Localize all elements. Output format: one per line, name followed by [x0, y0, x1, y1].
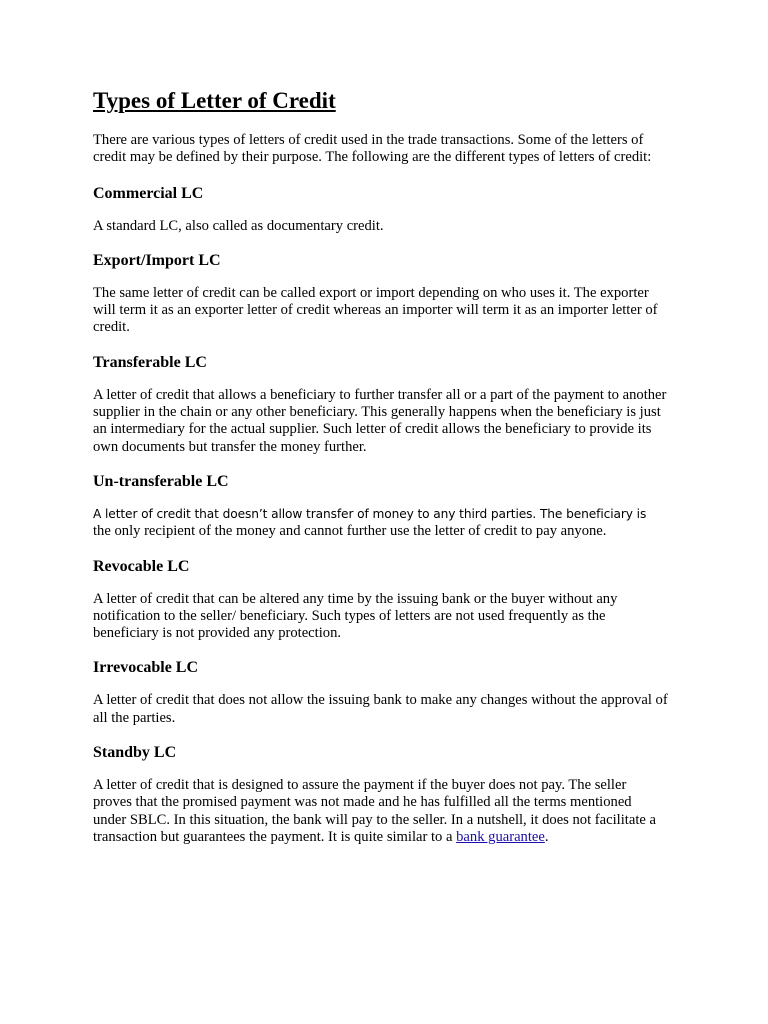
section-body-line-1: A letter of credit that doesn’t allow transfer of money to any third parties. The beneficiary is — [93, 506, 647, 521]
section-untransferable-lc — [93, 472, 668, 541]
page-title: Types of Letter of Credit — [93, 88, 336, 113]
section-heading: Standby LC — [93, 744, 177, 762]
section-heading: Export/Import LC — [93, 251, 221, 269]
section-heading: Un-transferable LC — [93, 472, 229, 490]
section-heading: Revocable LC — [93, 557, 190, 575]
section-body-line-2: the only recipient of the money and cannot further use the letter of credit to pay anyone. — [93, 523, 607, 540]
section-standby-lc — [93, 743, 668, 846]
section-body: The same letter of credit can be called export or import depending on who uses it. The exporter will term it as an exporter letter of credit whereas an importer will term it as an importer letter of credit. — [93, 284, 658, 336]
section-export-import-lc — [93, 251, 668, 337]
section-heading: Commercial LC — [93, 184, 204, 202]
section-body-text: A letter of credit that is designed to assure the payment if the buyer does not pay. The seller proves that the promised payment was not made and he has fulfilled all the terms mentioned under SBLC. In this situation, the bank will pay to the seller. In a nutshell, it does not facilitate a transaction but guarantees the payment. It is quite similar to a — [93, 777, 656, 845]
section-body: A letter of credit that can be altered any time by the issuing bank or the buyer without any notification to the seller/ beneficiary. Such types of letters are not used frequently as the beneficiary is not provided any protection. — [93, 590, 618, 642]
section-body: A letter of credit that does not allow the issuing bank to make any changes without the approval of all the parties. — [93, 692, 668, 726]
intro-paragraph: There are various types of letters of credit used in the trade transactions. Some of the letters of credit may be defined by their purpose. The following are the different types of letters of credit: — [93, 132, 652, 166]
section-commercial-lc — [93, 184, 668, 235]
section-transferable-lc — [93, 353, 668, 456]
section-body — [93, 777, 668, 846]
section-heading: Transferable LC — [93, 353, 207, 371]
bank-guarantee-link[interactable]: bank guarantee — [456, 828, 545, 845]
section-body: A letter of credit that allows a beneficiary to further transfer all or a part of the payment to another supplier in the chain or any other beneficiary. This generally happens when the beneficiary is just an intermediary for the actual supplier. Such letter of credit allows the beneficiary to provide its own documents but transfer the money further. — [93, 386, 667, 455]
section-revocable-lc — [93, 557, 668, 643]
section-heading: Irrevocable LC — [93, 659, 199, 677]
section-body — [93, 506, 668, 541]
section-body: A standard LC, also called as documentary credit. — [93, 217, 384, 234]
section-irrevocable-lc — [93, 658, 668, 727]
section-body-end: . — [544, 828, 549, 845]
